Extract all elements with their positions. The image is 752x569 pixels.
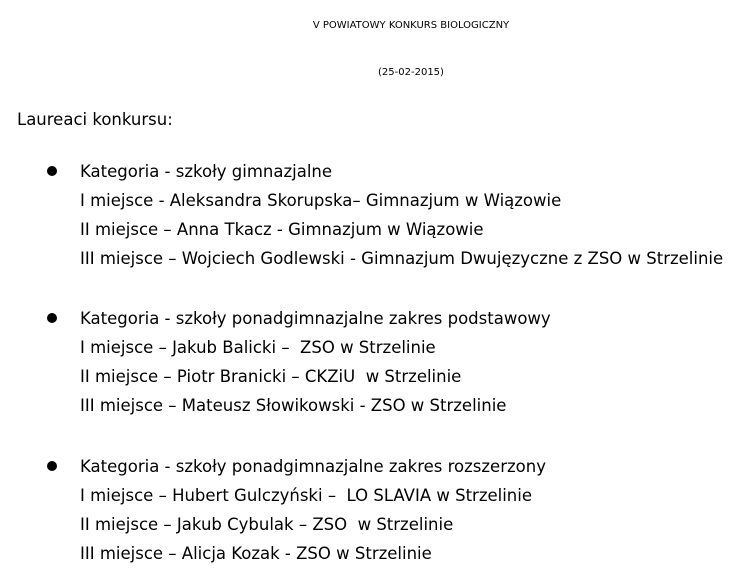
bullet-icon — [47, 313, 57, 323]
category-heading: Kategoria - szkoły gimnazjalne — [80, 162, 333, 181]
winners-intro: Laureaci konkursu: — [17, 110, 173, 129]
contest-date: (25-02-2015) — [378, 67, 444, 78]
place-3: III miejsce – Wojciech Godlewski - Gimnazjum Dwujęzyczne z ZSO w Strzelinie — [80, 249, 724, 268]
place-1: I miejsce – Jakub Balicki – ZSO w Strzelinie — [80, 338, 436, 357]
place-3: III miejsce – Alicja Kozak - ZSO w Strzelinie — [80, 544, 432, 563]
category-heading: Kategoria - szkoły ponadgimnazjalne zakres rozszerzony — [80, 457, 546, 476]
place-2: II miejsce – Jakub Cybulak – ZSO w Strzelinie — [80, 515, 454, 534]
place-1: I miejsce - Aleksandra Skorupska– Gimnazjum w Wiązowie — [80, 191, 562, 210]
category-heading: Kategoria - szkoły ponadgimnazjalne zakres podstawowy — [80, 309, 551, 328]
place-3: III miejsce – Mateusz Słowikowski - ZSO w Strzelinie — [80, 396, 507, 415]
bullet-icon — [47, 166, 57, 176]
place-2: II miejsce – Anna Tkacz - Gimnazjum w Wiązowie — [80, 220, 484, 239]
document-title: V POWIATOWY KONKURS BIOLOGICZNY — [312, 20, 510, 31]
bullet-icon — [47, 461, 57, 471]
place-2: II miejsce – Piotr Branicki – CKZiU w Strzelinie — [80, 367, 462, 386]
place-1: I miejsce – Hubert Gulczyński – LO SLAVIA w Strzelinie — [80, 486, 532, 505]
